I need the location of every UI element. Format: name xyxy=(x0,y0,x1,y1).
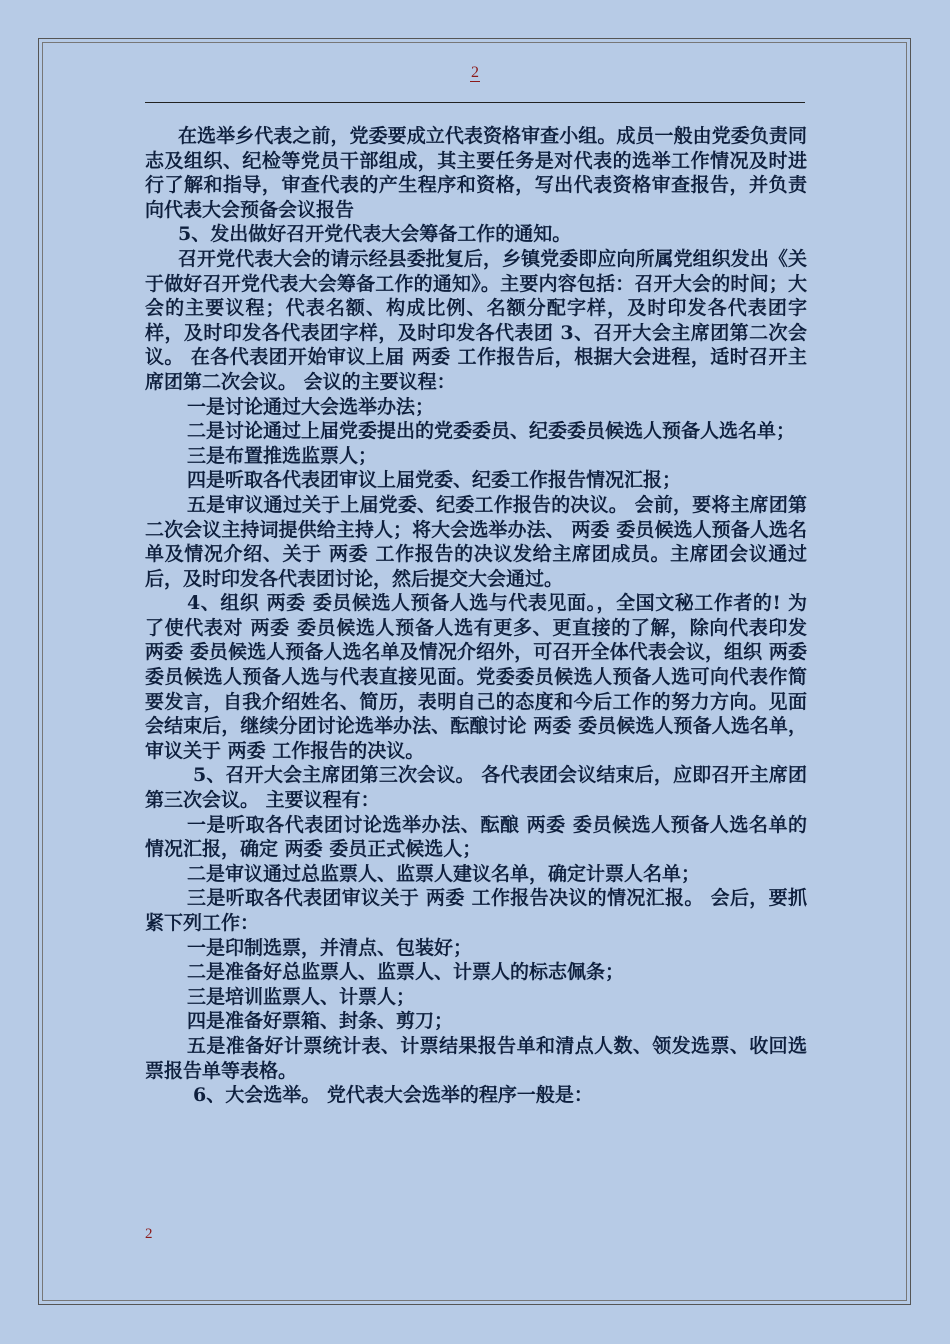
header-page-number: 2 xyxy=(471,64,479,81)
paragraph: 三是听取各代表团审议关于 两委 工作报告决议的情况汇报。 会后，要抓紧下列工作： xyxy=(145,887,807,934)
document-body xyxy=(145,124,807,1108)
paragraph: 四是准备好票箱、封条、剪刀； xyxy=(187,1010,454,1033)
paragraph: 5、召开大会主席团第三次会议。 各代表团会议结束后，应即召开主席团第三次会议。 主要议程有： xyxy=(145,764,807,812)
paragraph: 二是讨论通过上届党委提出的党委委员、纪委委员候选人预备人选名单； xyxy=(187,420,796,443)
paragraph: 一是讨论通过大会选举办法； xyxy=(187,395,435,418)
paragraph: 五是准备好计票统计表、计票结果报告单和清点人数、领发选票、收回选票报告单等表格。 xyxy=(145,1034,807,1082)
paragraph: 五是审议通过关于上届党委、纪委工作报告的决议。 会前，要将主席团第二次会议主持词提供给主持人；将大会选举办法、 两委 委员候选人预备人选名单及情况介绍、关于 两委 工作报告的决议发给主席团成员。主席团会议通过后，及时印发各代表团讨论，然后提交大会通过。 xyxy=(145,493,807,590)
header-rule xyxy=(145,102,805,103)
paragraph: 4、组织 两委 委员候选人预备人选与代表见面。，全国文秘工作者的! 为了使代表对 两委 委员候选人预备人选有更多、更直接的了解，除向代表印发 两委 委员候选人预备人选名单及情况介绍外，可召开全体代表会议，组织 两委 委员候选人预备人选与代表直接见面。党委委员候选人预备人选可向代表作简要发言，自我介绍姓名、简历，表明自己的态度和今后工作的努力方向。见面会结束后，继续分团讨论选举办法、酝酿讨论 两委 委员候选人预备人选名单，审议关于 两委 工作报告的决议。 xyxy=(145,592,807,762)
paragraph: 在选举乡代表之前，党委要成立代表资格审查小组。成员一般由党委负责同志及组织、纪检等党员干部组成，其主要任务是对代表的选举工作情况及时进行了解和指导，审查代表的产生程序和资格，写出代表资格审查报告，并负责向代表大会预备会议报告 xyxy=(145,125,807,221)
footer-page-number: 2 xyxy=(145,1226,153,1242)
paragraph: 二是审议通过总监票人、监票人建议名单，确定计票人名单； xyxy=(187,862,701,885)
paragraph: 一是听取各代表团讨论选举办法、酝酿 两委 委员候选人预备人选名单的情况汇报，确定 两委 委员正式候选人； xyxy=(145,813,807,861)
paragraph: 6、大会选举。 党代表大会选举的程序一般是： xyxy=(193,1084,593,1107)
paragraph: 四是听取各代表团审议上届党委、纪委工作报告情况汇报； xyxy=(187,469,682,492)
paragraph: 召开党代表大会的请示经县委批复后，乡镇党委即应向所属党组织发出《关于做好召开党代表大会筹备工作的通知》。主要内容包括：召开大会的时间；大会的主要议程；代表名额、构成比例、名额分配字样，及时印发各代表团字样，及时印发各代表团字样，及时印发各代表团 3、召开大会主席团第二次会议。 在各代表团开始审议上届 两委 工作报告后，根据大会进程，适时召开主席团第二次会议。 会议的主要议程： xyxy=(145,247,807,393)
paragraph: 二是准备好总监票人、监票人、计票人的标志佩条； xyxy=(187,961,625,984)
paragraph: 三是布置推选监票人； xyxy=(187,444,378,467)
paragraph: 三是培训监票人、计票人； xyxy=(187,985,416,1008)
paragraph: 5、发出做好召开党代表大会筹备工作的通知。 xyxy=(178,223,572,246)
paragraph: 一是印制选票，并清点、包装好； xyxy=(187,936,473,959)
